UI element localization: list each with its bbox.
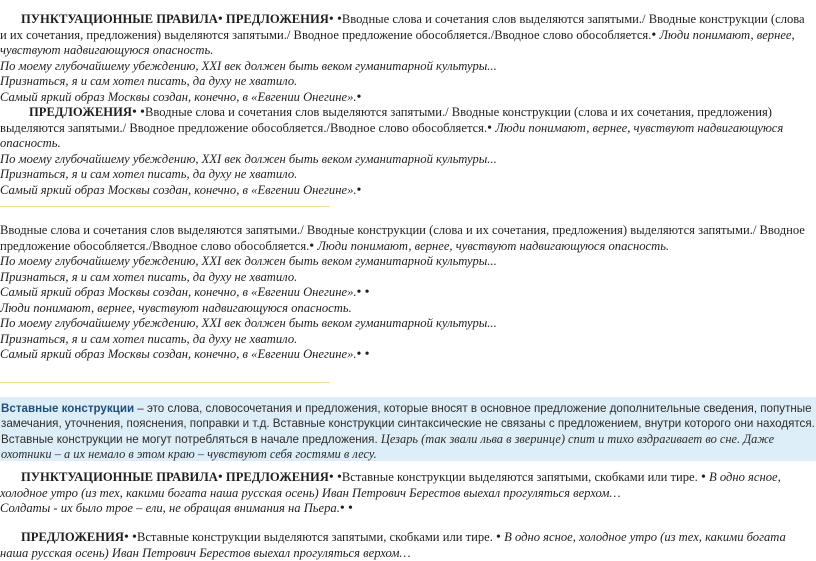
section-title: ПРЕДЛОЖЕНИЯ	[21, 530, 124, 544]
rules-paragraph	[0, 470, 812, 501]
example-line: Признаться, я и сам хотел писать, да духу не хватило.	[0, 167, 298, 181]
example-line: Люди понимают, вернее, чувствуют надвигающуюся опасность.	[0, 300, 352, 315]
section-title: ПУНКТУАЦИОННЫЕ ПРАВИЛА	[21, 12, 218, 26]
divider	[0, 206, 330, 207]
example-text: Люди понимают, вернее, чувствуют надвигающуюся опасность.	[0, 27, 795, 57]
example-text: В одно ясное, холодное утро (из тех, какими богата наша русская осень) Иван Петрович Берестов выехал прогуляться верхом…	[0, 470, 781, 500]
rule-text: Вводные слова и сочетания слов выделяются запятыми./ Вводные конструкции (слова и их сочетания, предложения) выделяются запятыми./ Вводное предложение обособляется./Вводное слово обособляется.	[0, 223, 805, 253]
bullet-icon: •	[123, 530, 129, 545]
rule-text: Вставные конструкции выделяются запятыми, скобками или тире.	[341, 470, 698, 484]
definition-box	[0, 397, 816, 461]
example-line: Самый яркий образ Москвы создан, конечно, в «Евгении Онегине».	[0, 347, 357, 361]
section-title: ПРЕДЛОЖЕНИЯ	[29, 105, 132, 119]
rules-paragraph	[0, 530, 812, 561]
example-line: По моему глубочайшему убеждению, XXI век должен быть веком гуманитарной культуры...	[0, 151, 497, 166]
example-line: Самый яркий образ Москвы создан, конечно, в «Евгении Онегине».	[0, 182, 357, 197]
bullet-icon: •	[700, 470, 706, 485]
example-line: По моему глубочайшему убеждению, XXI век должен быть веком гуманитарной культуры...	[0, 58, 497, 73]
bullet-icon: •	[487, 120, 493, 136]
bullet-icon: •	[309, 238, 315, 254]
section-subtitle: ПРЕДЛОЖЕНИЯ	[225, 12, 329, 26]
rules-block-5	[0, 470, 812, 517]
bullet-icon: •	[364, 285, 370, 300]
bullet-icon: •	[651, 27, 657, 43]
rules-block-1	[0, 12, 812, 105]
section-title: ПУНКТУАЦИОННЫЕ ПРАВИЛА	[21, 470, 218, 484]
definition-term: Вставные конструкции	[1, 402, 135, 415]
bullet-icon: •	[356, 347, 362, 362]
bullet-icon: •	[131, 105, 137, 120]
bullet-icon: •	[132, 530, 137, 545]
example-line: Самый яркий образ Москвы создан, конечно, в «Евгении Онегине».	[0, 285, 357, 299]
rules-paragraph	[0, 223, 812, 254]
rule-text: Вставные конструкции выделяются запятыми, скобками или тире.	[136, 530, 493, 544]
bullet-icon: •	[364, 347, 370, 362]
bullet-icon: •	[140, 105, 145, 120]
rules-paragraph	[0, 105, 812, 152]
bullet-icon: •	[356, 182, 362, 198]
bullet-icon: •	[336, 470, 342, 485]
bullet-icon: •	[217, 470, 223, 485]
bullet-icon: •	[496, 530, 501, 545]
rules-block-3	[0, 223, 812, 363]
definition-example: Цезарь (так звали льва в зверинце) спит и тихо вздрагивает во сне. Даже охотники – а их немало в этом краю – чувствуют себя гостями в лесу.	[1, 431, 775, 462]
bullet-icon: •	[328, 470, 334, 485]
bullet-icon: •	[217, 12, 223, 27]
bullet-icon: •	[347, 501, 353, 516]
example-line: Самый яркий образ Москвы создан, конечно, в «Евгении Онегине».	[0, 89, 357, 104]
example-line: Солдаты - их было трое – ели, не обращая внимания на Пьера.	[0, 501, 340, 515]
bullet-icon: •	[356, 285, 362, 300]
rule-text: Вводные слова и сочетания слов выделяются запятыми./ Вводные конструкции (слова и их сочетания, предложения) выделяются запятыми./ Вводное предложение обособляется./Вводное слово обособляется.	[0, 12, 805, 42]
bullet-icon: •	[339, 501, 345, 516]
example-line: По моему глубочайшему убеждению, XXI век должен быть веком гуманитарной культуры...	[0, 316, 497, 330]
divider	[0, 382, 330, 383]
example-line: Признаться, я и сам хотел писать, да духу не хватило.	[0, 269, 298, 284]
example-line: Признаться, я и сам хотел писать, да духу не хватило.	[0, 74, 298, 88]
bullet-icon: •	[328, 12, 334, 27]
example-line: Признаться, я и сам хотел писать, да духу не хватило.	[0, 331, 298, 346]
rules-paragraph	[0, 12, 812, 59]
section-subtitle: ПРЕДЛОЖЕНИЯ	[225, 470, 329, 484]
example-text: В одно ясное, холодное утро (из тех, какими богата наша русская осень) Иван Петрович Берестов выехал прогуляться верхом…	[0, 530, 786, 560]
example-line: По моему глубочайшему убеждению, XXI век должен быть веком гуманитарной культуры...	[0, 254, 497, 268]
bullet-icon: •	[356, 89, 362, 105]
example-text: Люди понимают, вернее, чувствуют надвигающуюся опасность.	[317, 238, 670, 253]
rules-block-2	[0, 105, 812, 198]
bullet-icon: •	[336, 12, 342, 27]
example-text: Люди понимают, вернее, чувствуют надвигающуюся опасность.	[0, 120, 784, 150]
rule-text: Вводные слова и сочетания слов выделяются запятыми./ Вводные конструкции (слова и их сочетания, предложения) выделяются запятыми./ Вводное предложение обособляется./Вводное слово обособляется.	[0, 105, 772, 135]
definition-text: – это слова, словосочетания и предложения, которые вносят в основное предложение дополнительные сведения, попутные замечания, уточнения, пояснения, поправки и т.д. Вставные конструкции синтаксические не связаны с предложением, внутри которого они находятся. Вставные конструкции не могут потребляться в начале предложения.	[1, 402, 815, 446]
rules-block-6	[0, 530, 812, 561]
